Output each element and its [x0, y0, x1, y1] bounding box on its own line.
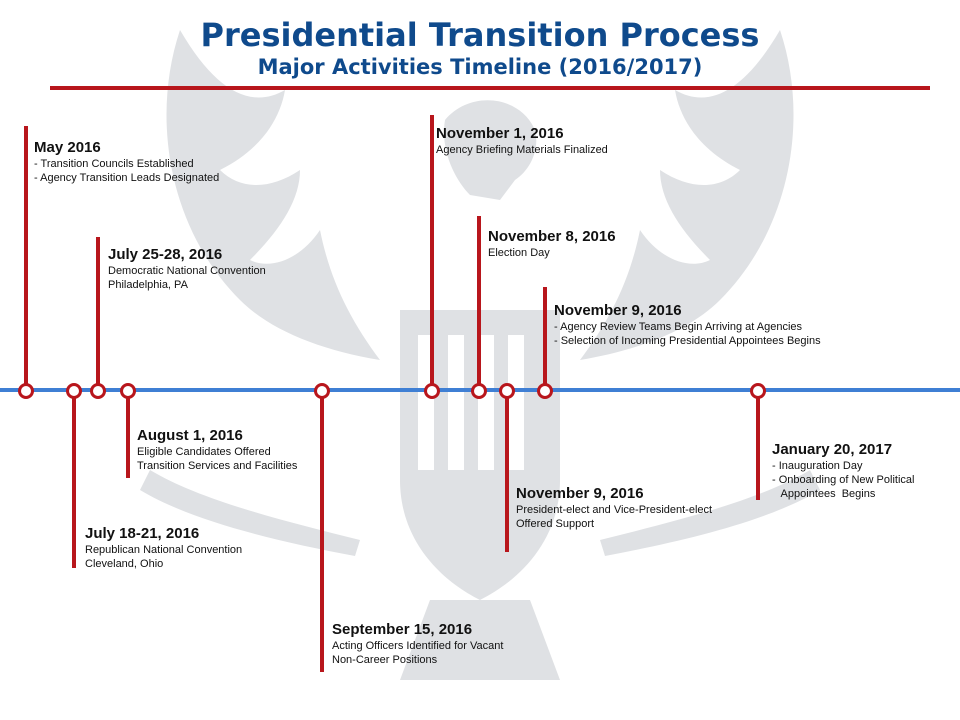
event-detail: President-elect and Vice-President-elect	[516, 504, 713, 516]
stem-may-2016	[24, 126, 28, 390]
event-date: May 2016	[34, 139, 101, 156]
event-jul-18-2016	[85, 524, 242, 571]
page-title: Presidential Transition Process	[200, 16, 760, 54]
node-may-2016	[18, 383, 34, 399]
event-detail: Non-Career Positions	[332, 654, 438, 666]
event-detail: Election Day	[488, 247, 550, 259]
stem-nov-1-2016	[430, 115, 434, 390]
event-nov-1-2016	[436, 124, 608, 157]
stem-jul-18-2016	[72, 390, 76, 568]
event-date: September 15, 2016	[332, 621, 473, 638]
node-nov-8-2016	[471, 383, 487, 399]
page-header	[0, 16, 960, 80]
event-detail: Agency Briefing Materials Finalized	[436, 144, 608, 156]
event-aug-1-2016	[137, 426, 297, 473]
stem-nov-9-support	[505, 390, 509, 552]
stem-jul-25-2016	[96, 237, 100, 390]
event-detail: - Selection of Incoming Presidential Appointees Begins	[554, 335, 821, 347]
event-detail: Republican National Convention	[85, 544, 243, 556]
event-detail: Philadelphia, PA	[108, 279, 188, 291]
event-date: August 1, 2016	[137, 427, 243, 444]
stem-nov-9-review	[543, 287, 547, 390]
node-aug-1-2016	[120, 383, 136, 399]
event-detail: - Onboarding of New Political	[772, 474, 915, 486]
stem-nov-8-2016	[477, 216, 481, 390]
event-detail: Appointees Begins	[772, 488, 876, 500]
event-detail: Cleveland, Ohio	[85, 558, 164, 570]
event-date: November 1, 2016	[436, 125, 564, 142]
node-sep-15-2016	[314, 383, 330, 399]
event-date: July 18-21, 2016	[85, 525, 200, 542]
node-jan-20-2017	[750, 383, 766, 399]
event-nov-9-support	[516, 484, 712, 531]
stem-jan-20-2017	[756, 390, 760, 500]
event-detail: Democratic National Convention	[108, 265, 266, 277]
event-nov-9-review	[554, 301, 821, 348]
event-detail: Transition Services and Facilities	[137, 460, 298, 472]
stem-aug-1-2016	[126, 390, 130, 478]
stem-sep-15-2016	[320, 390, 324, 672]
event-jul-25-2016	[108, 245, 266, 292]
page-subtitle: Major Activities Timeline (2016/2017)	[257, 55, 703, 79]
event-detail: Acting Officers Identified for Vacant	[332, 640, 504, 652]
node-jul-18-2016	[66, 383, 82, 399]
node-nov-1-2016	[424, 383, 440, 399]
event-date: November 8, 2016	[488, 228, 616, 245]
event-date: November 9, 2016	[516, 485, 644, 502]
title-rule	[50, 86, 930, 90]
event-sep-15-2016	[332, 620, 503, 667]
event-detail: Offered Support	[516, 518, 595, 530]
event-detail: - Inauguration Day	[772, 460, 863, 472]
event-detail: - Agency Transition Leads Designated	[34, 172, 220, 184]
event-jan-20-2017	[772, 440, 914, 501]
event-nov-8-2016	[488, 227, 616, 260]
event-detail: - Transition Councils Established	[34, 158, 194, 170]
node-nov-9-support	[499, 383, 515, 399]
event-date: January 20, 2017	[772, 441, 893, 458]
event-detail: - Agency Review Teams Begin Arriving at Agencies	[554, 321, 803, 333]
event-date: November 9, 2016	[554, 302, 682, 319]
event-may-2016	[34, 138, 219, 185]
event-date: July 25-28, 2016	[108, 246, 223, 263]
node-nov-9-review	[537, 383, 553, 399]
node-jul-25-2016	[90, 383, 106, 399]
event-detail: Eligible Candidates Offered	[137, 446, 271, 458]
